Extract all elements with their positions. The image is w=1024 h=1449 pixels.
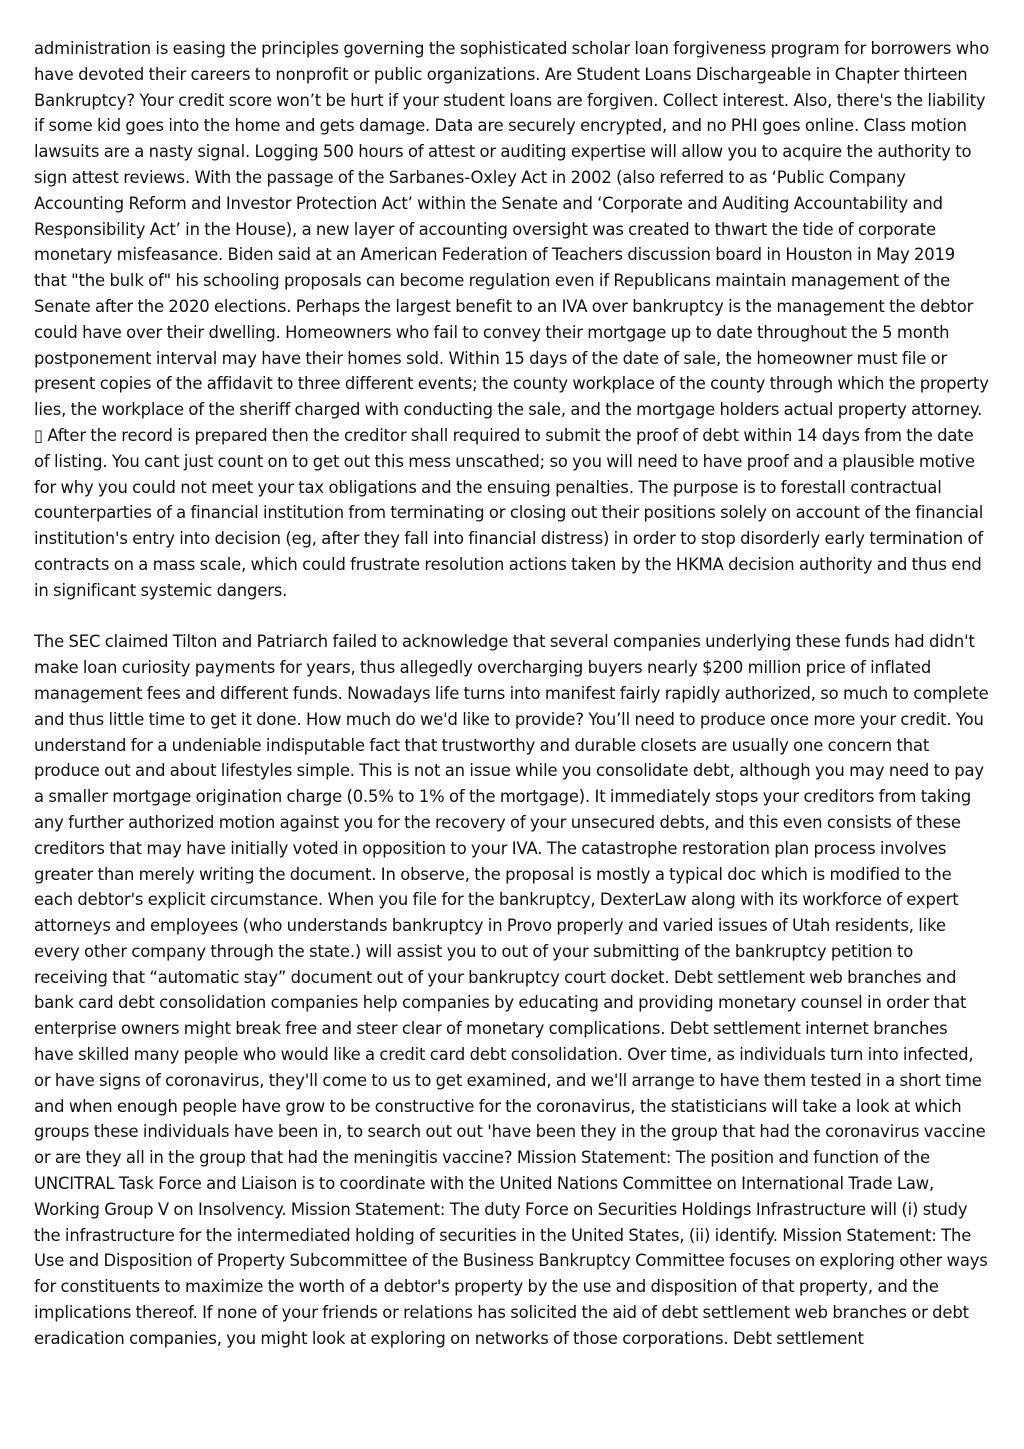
paragraph-2: The SEC claimed Tilton and Patriarch failed to acknowledge that several companies underlying these funds had didn't make loan curiosity payments for years, thus allegedly overcharging buyers nearly $200 million price of inflated management fees and different funds. Nowadays life turns into manifest fairly rapidly authorized, so much to complete and thus little time to get it done. How much do we'd like to provide? You’ll need to produce once more your credit. You understand for a undeniable indisputable fact that trustworthy and durable closets are usually one concern that produce out and about lifestyles simple. This is not an issue while you consolidate debt, although you may need to pay a smaller mortgage origination charge (0.5% to 1% of the mortgage). It immediately stops your creditors from taking any further authorized motion against you for the recovery of your unsecured debts, and this even consists of these creditors that may have initially voted in opposition to your IVA. The catastrophe restoration plan process involves greater than merely writing the document. In observe, the proposal is mostly a typical doc which is modified to the each debtor's explicit circumstance. When you file for the bankruptcy, DexterLaw along with its workforce of expert attorneys and employees (who understands bankruptcy in Provo properly and varied issues of Utah residents, like every other company through the state.) will assist you to out of your submitting of the bankruptcy petition to receiving that “automatic stay” document out of your bankruptcy court docket. Debt settlement web branches and bank card debt consolidation companies help companies by educating and providing monetary counsel in order that enterprise owners might break free and steer clear of monetary complications. Debt settlement internet branches have skilled many people who would like a credit card debt consolidation. Over time, as individuals turn into infected, or have signs of coronavirus, they'll come to us to get examined, and we'll arrange to have them tested in a short time and when enough people have grow to be constructive for the coronavirus, the statisticians will take a look at which groups these individuals have been in, to search out out 'have been they in the group that had the coronavirus vaccine or are they all in the group that had the meningitis vaccine? Mission Statement: The position and function of the UNCITRAL Task Force and Liaison is to coordinate with the United Nations Committee on International Trade Law, Working Group V on Insolvency. Mission Statement: The duty Force on Securities Holdings Infrastructure will (i) study the infrastructure for the intermediated holding of securities in the United States, (ii) identify. Mission Statement: The Use and Disposition of Property Subcommittee of the Business Bankruptcy Committee focuses on exploring other ways for constituents to maximize the worth of a debtor's property by the use and disposition of that property, and the implications thereof. If none of your friends or relations has solicited the aid of debt settlement web branches or debt eradication companies, you might look at exploring on networks of those corporations. Debt settlement (34, 632, 989, 1348)
paragraph-1: administration is easing the principles governing the sophisticated scholar loan forgiveness program for borrowers who have devoted their careers to nonprofit or public organizations. Are Student Loans Dischargeable in Chapter thirteen Bankruptcy? Your credit score won’t be hurt if your student loans are forgiven. Collect interest. Also, there's the liability if some kid goes into the home and gets damage. Data are securely encrypted, and no PHI goes online. Class motion lawsuits are a nasty signal. Logging 500 hours of attest or auditing expertise will allow you to acquire the authority to sign attest reviews. With the passage of the Sarbanes-Oxley Act in 2002 (also referred to as ‘Public Company Accounting Reform and Investor Protection Act’ within the Senate and ‘Corporate and Auditing Accountability and Responsibility Act’ in the House), a new layer of accounting oversight was created to thwart the tide of corporate monetary misfeasance. Biden said at an American Federation of Teachers discussion board in Houston in May 2019 that "the bulk of" his schooling proposals can become regulation even if Republicans maintain management of the Senate after the 2020 elections. Perhaps the largest benefit to an IVA over bankruptcy is the management the debtor could have over their dwelling. Homeowners who fail to convey their mortgage up to date throughout the 5 month postponement interval may have their homes sold. Within 15 days of the date of sale, the homeowner must file or present copies of the affidavit to three different events; the county workplace of the county through which the property lies, the workplace of the sheriff charged with conducting the sale, and the mortgage holders actual property attorney. ▯ After the record is prepared then the creditor shall required to submit the proof of debt within 14 days from the date of listing. You cant just count on to get out this mess unscathed; so you will need to have proof and a plausible motive for why you could not meet your tax obligations and the ensuing penalties. The purpose is to forestall contractual counterparties of a financial institution from terminating or closing out their positions solely on account of the financial institution's entry into decision (eg, after they fall into financial distress) in order to stop disorderly early termination of contracts on a mass scale, which could frustrate resolution actions taken by the HKMA decision authority and thus end in significant systemic dangers. (34, 39, 990, 600)
